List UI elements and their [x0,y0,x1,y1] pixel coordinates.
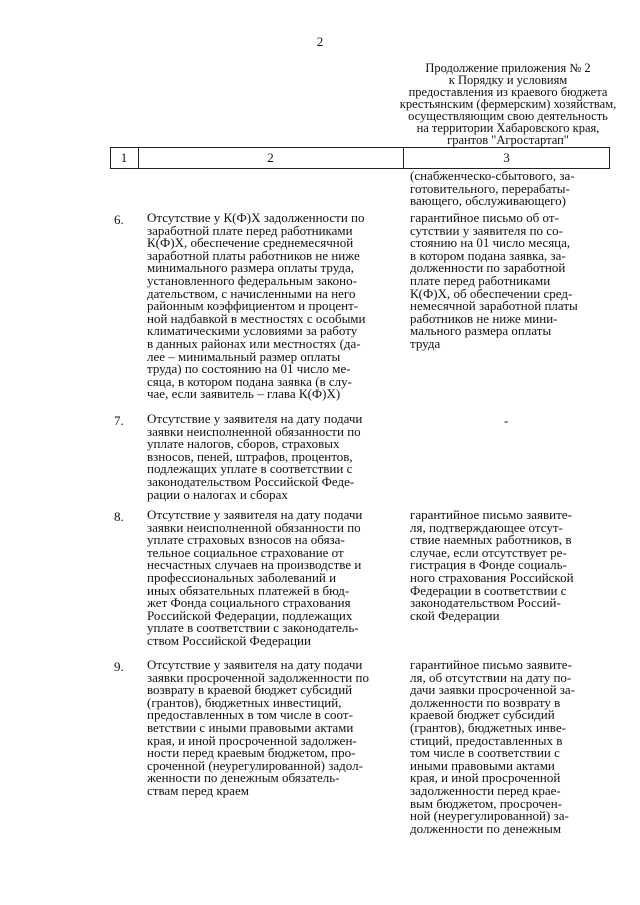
table-border [609,148,610,168]
text-line: лее – минимальный размер оплаты [147,348,341,364]
text-line: Федерации в соответствии с [410,582,567,598]
requirement-cell [147,509,402,648]
text-line: гарантийное письмо заявите- [410,657,572,672]
text-line: сутствии у заявителя по со- [410,222,563,238]
text-line: (снабженческо-сбытового, за- [410,168,575,183]
text-line: рации о налогах и сборах [147,486,288,502]
text-line: установленного федеральным законо- [147,272,357,288]
text-line: подлежащих уплате в соответствии с [147,461,353,477]
appendix-header-line: крестьянским (фермерским) хозяйствам, [399,97,617,111]
text-line: возврату в краевой бюджет субсидий [147,682,353,698]
text-line: Отсутствие у заявителя на дату подачи [147,507,363,522]
document-cell [410,659,605,835]
text-line: К(Ф)Х, об обеспечении сред- [410,285,573,301]
text-line: вающего, обслуживающего) [410,193,566,209]
text-line: ством Российской Федерации [147,632,311,648]
continuation-cell [410,170,605,208]
text-line: несчастных случаев на производстве и [147,557,362,573]
text-line: (грантов), бюджетных инве- [410,719,566,735]
appendix-header-line: Продолжение приложения № 2 [425,61,591,75]
text-line: долженности по возврату в [410,694,561,710]
text-line: дательством, с начисленными на него [147,285,356,301]
text-line: уплате в соответствии с законодатель- [147,620,359,636]
text-line: Отсутствие у К(Ф)Х задолженности по [147,210,365,225]
text-line: уплате налогов, сборов, страховых [147,436,340,452]
text-line: профессиональных заболеваний и [147,569,337,585]
appendix-header [388,62,628,146]
text-line: сяца, в котором подана заявка (в слу- [147,373,352,389]
text-line: стиций, предоставленных в [410,732,563,748]
appendix-header-line: осуществляющим свою деятельность [408,109,608,123]
text-line: работников не ниже мини- [410,310,558,326]
text-line: К(Ф)Х, обеспечение среднемесячной [147,235,354,251]
text-line: уплате страховых взносов на обяза- [147,532,345,548]
table-header-cell-2: 2 [267,150,274,165]
appendix-header-line: к Порядку и условиям [448,73,568,87]
text-line: заработной плате перед работниками [147,222,353,238]
text-line: плате перед работниками [410,272,551,288]
text-line: дачи заявки просроченной за- [410,682,576,698]
text-line: гистрация в Фонде социаль- [410,557,567,573]
table-header-cell-3: 3 [503,150,510,165]
text-line: ной надбавкой в местностях с особыми [147,310,366,326]
text-line: жет Фонда социального страхования [147,595,351,611]
requirement-cell [147,212,402,401]
text-line: краевой бюджет субсидий [410,707,555,723]
document-cell [410,212,605,351]
text-line: взносов, пеней, штрафов, процентов, [147,448,353,464]
text-line: случае, если отсутствует ре- [410,544,567,560]
text-line: труда) по состоянию на 01 число ме- [147,361,351,377]
text-line: (грантов), бюджетных инвестиций, [147,694,342,710]
text-line: долженности по денежным [410,820,562,836]
text-line: Российской Федерации, подлежащих [147,607,353,623]
text-line: иными правовыми актами [410,757,555,773]
row-number: 9. [114,659,124,674]
text-line: Отсутствие у заявителя на дату подачи [147,657,363,672]
text-line: заработной платы работников не ниже [147,247,360,263]
text-line: долженности по заработной [410,260,566,276]
text-line: Отсутствие у заявителя на дату подачи [147,411,363,426]
text-line: в данных районах или местностях (да- [147,335,361,351]
appendix-header-line: на территории Хабаровского края, [416,121,600,135]
document-cell [410,509,605,622]
text-line: ности перед краевым бюджетом, про- [147,745,356,761]
text-line: задолженности перед крае- [410,782,561,798]
requirement-cell [147,413,402,501]
text-line: ной (неурегулированной) за- [410,808,569,824]
text-line: ствам перед краем [147,782,249,798]
text-line: гарантийное письмо об от- [410,210,559,225]
text-line: чае, если заявитель – глава К(Ф)Х) [147,386,341,402]
text-line: ного страхования Российской [410,569,574,585]
text-line: стоянию на 01 число месяца, [410,235,571,251]
text-line: готовительного, перерабаты- [410,180,570,196]
text-line: женности по денежным обязатель- [147,770,340,786]
row-number: 8. [114,509,124,524]
text-line: законодательством Россий- [410,595,561,611]
text-line: заявки неисполненной обязанности по [147,423,361,439]
text-line: иных обязательных платежей в бюд- [147,582,350,598]
text-line: края, и иной просроченной задолжен- [147,732,357,748]
text-line: заявки просроченной задолженности по [147,669,369,685]
empty-document-dash: - [504,413,509,428]
requirement-cell [147,659,402,798]
text-line: заявки неисполненной обязанности по [147,519,361,535]
text-line: ля, подтверждающее отсут- [410,519,563,535]
text-line: законодательством Российской Феде- [147,473,355,489]
text-line: края, и иной просроченной [410,770,561,786]
text-line: предоставленных в том числе в соот- [147,707,353,723]
text-line: ля, об отсутствии на дату по- [410,669,572,685]
appendix-header-line: предоставления из краевого бюджета [408,85,608,99]
text-line: том числе в соответствии с [410,745,560,761]
text-line: ствие наемных работников, в [410,532,572,548]
text-line: минимального размера оплаты труда, [147,260,355,276]
row-number: 6. [114,212,124,227]
table-header-row [110,147,610,169]
text-line: труда [410,335,441,351]
text-line: районным коэффициентом и процент- [147,298,359,314]
text-line: ской Федерации [410,607,500,623]
text-line: в котором подана заявка, за- [410,247,566,263]
row-number: 7. [114,413,124,428]
text-line: климатическими условиями за работу [147,323,358,339]
text-line: мального размера оплаты [410,323,552,339]
text-line: тельное социальное страхование от [147,544,344,560]
text-line: немесячной заработной платы [410,298,578,314]
appendix-header-line: грантов "Агростартап" [447,133,569,147]
table-header-cell-1: 1 [120,150,128,165]
text-line: сроченной (неурегулированной) задол- [147,757,363,773]
text-line: гарантийное письмо заявите- [410,507,572,522]
text-line: вым бюджетом, просрочен- [410,795,563,811]
page-number: 2 [316,34,324,49]
text-line: ветствии с иными правовыми актами [147,719,354,735]
